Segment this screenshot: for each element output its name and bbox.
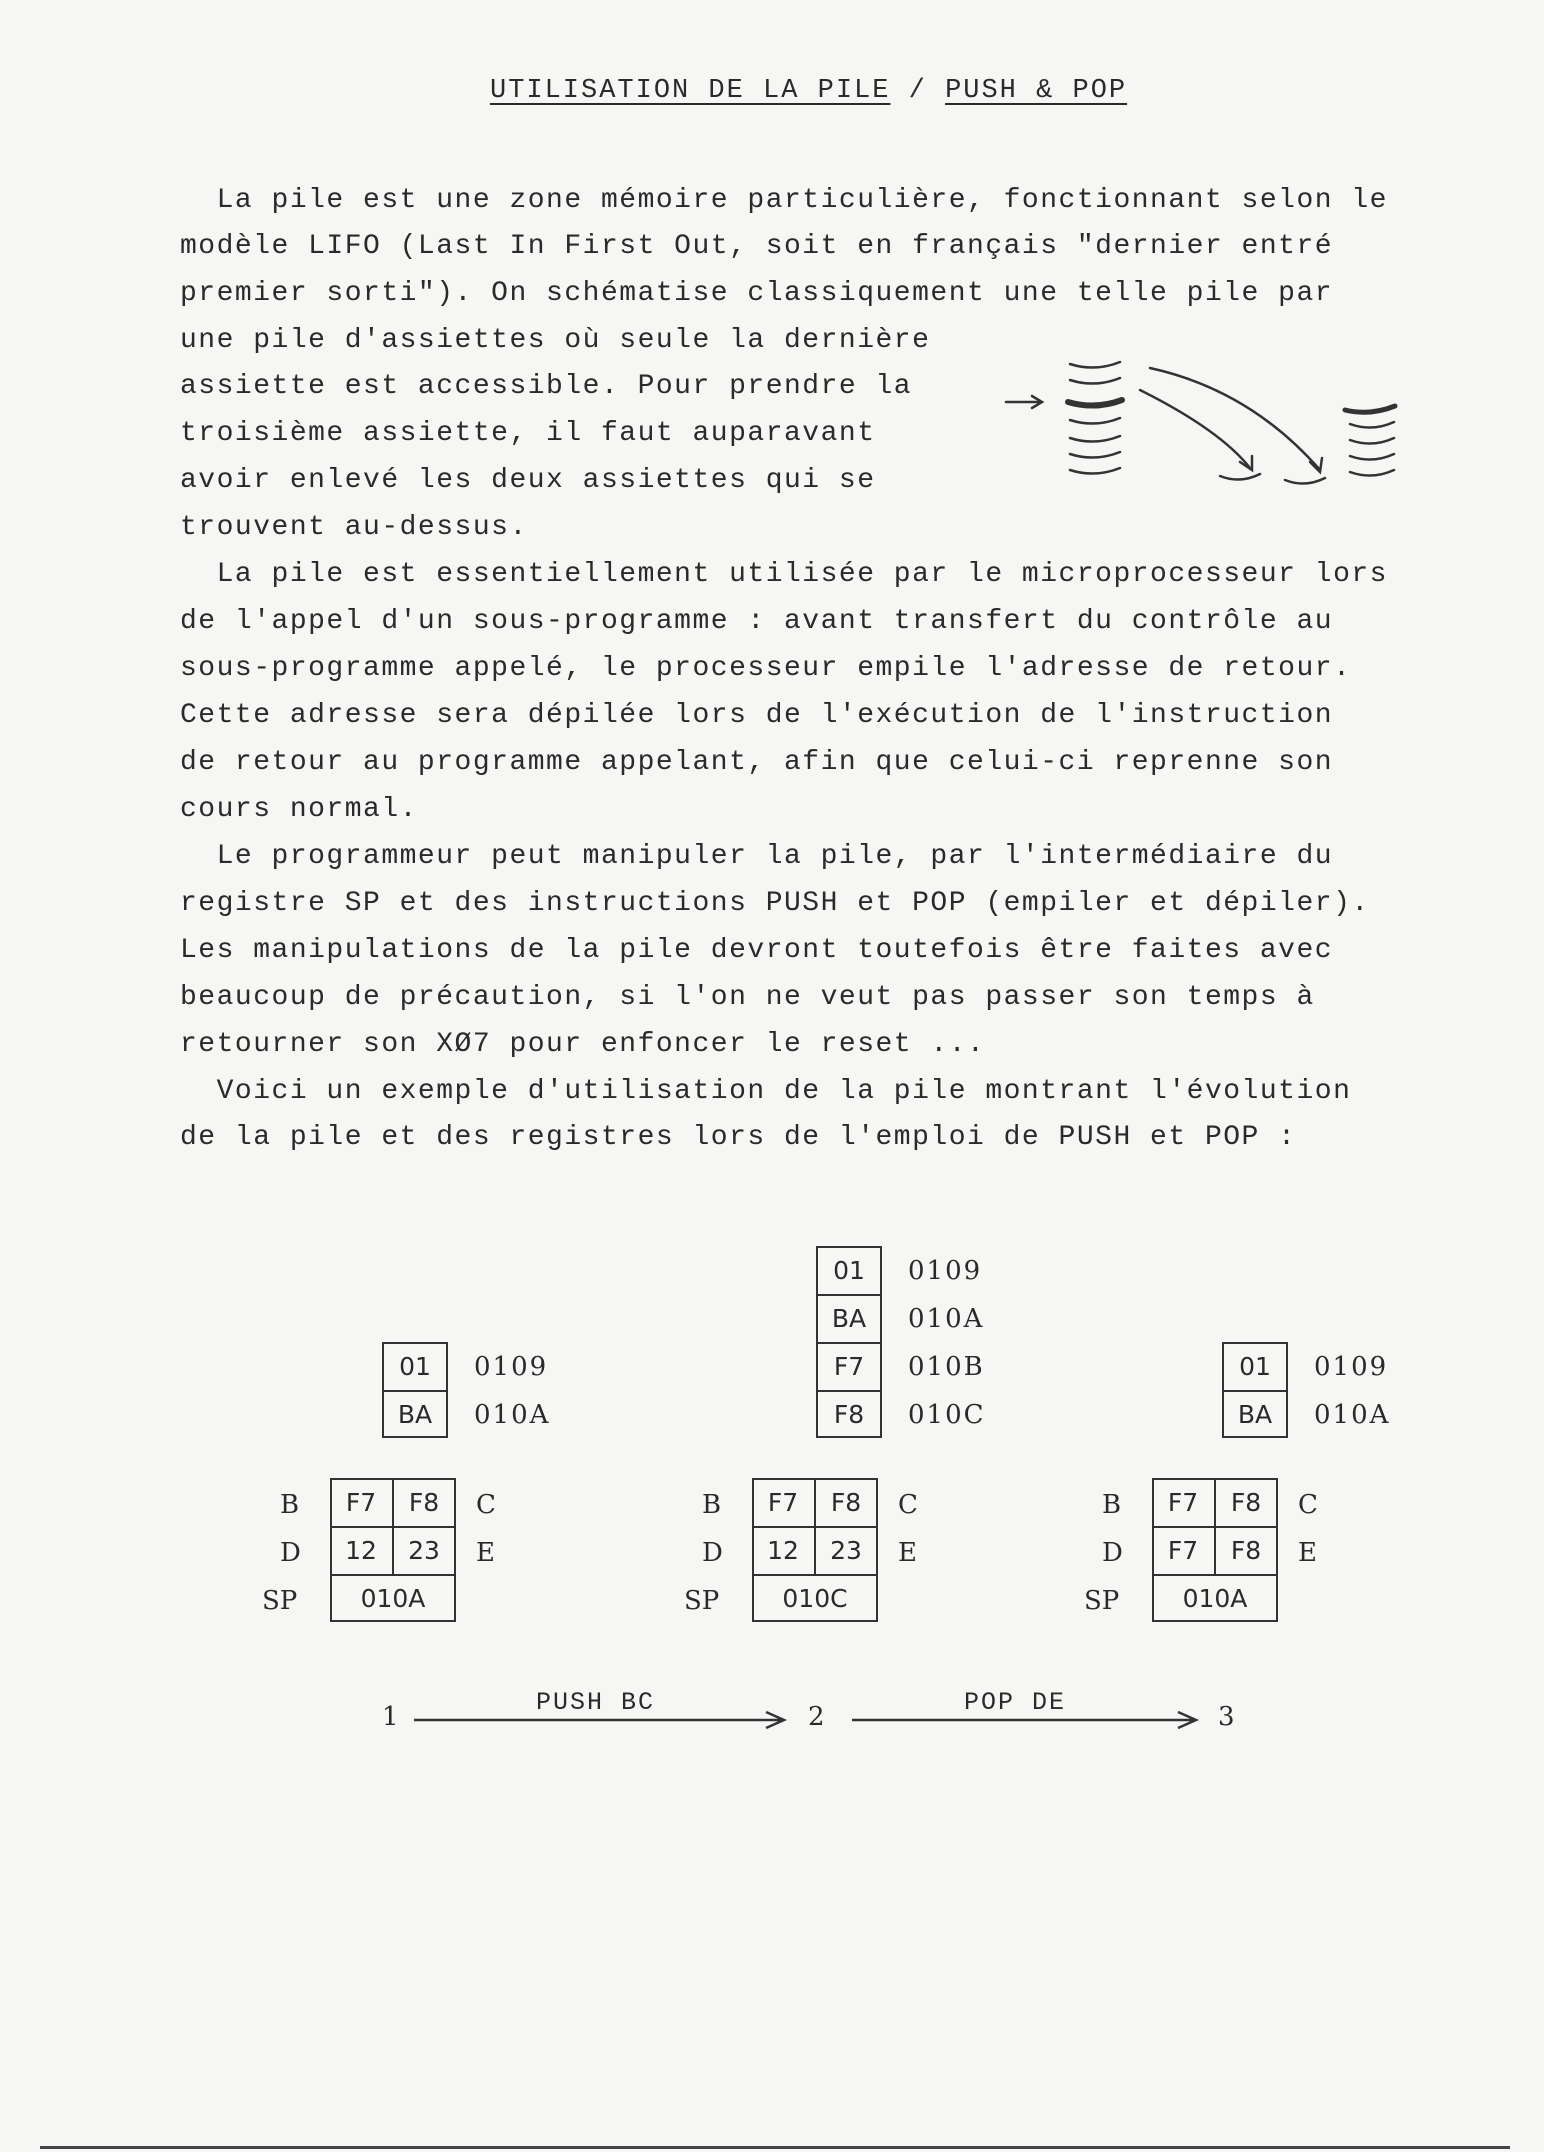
stack-cell-value: F8: [833, 1400, 865, 1429]
register-e: F8: [1230, 1536, 1262, 1565]
register-divider: [330, 1574, 456, 1576]
stack-cell-address: 010A: [908, 1304, 985, 1334]
register-b: F7: [767, 1488, 799, 1517]
text-line: sous-programme appelé, le processeur empile l'adresse de retour.: [180, 653, 1352, 684]
page-bottom-edge: [40, 2146, 1510, 2149]
text-line: premier sorti"). On schématise classiquement une telle pile par: [180, 278, 1334, 309]
title-part1: UTILISATION DE LA PILE: [490, 76, 891, 106]
text-line: de l'appel d'un sous-programme : avant transfert du contrôle au: [180, 606, 1334, 637]
text-line: trouvent au-dessus.: [180, 512, 528, 543]
stack-cell-address: 010C: [908, 1400, 986, 1430]
register-d: F7: [1167, 1536, 1199, 1565]
register-label-d: D: [702, 1538, 723, 1568]
register-label-d: D: [1102, 1538, 1123, 1568]
register-label-sp: SP: [1084, 1586, 1120, 1616]
stack-divider: [382, 1390, 448, 1392]
register-c: F8: [408, 1488, 440, 1517]
register-b: F7: [1167, 1488, 1199, 1517]
register-label-sp: SP: [262, 1586, 298, 1616]
text-line: Les manipulations de la pile devront toutefois être faites avec: [180, 935, 1334, 966]
stack-cell-address: 0109: [908, 1256, 983, 1286]
stack-divider: [1222, 1390, 1288, 1392]
stack-cell-value: BA: [1237, 1400, 1273, 1429]
stack-of-plates-icon: [990, 350, 1410, 500]
stack-divider: [816, 1342, 882, 1344]
register-c: F8: [1230, 1488, 1262, 1517]
text-line: registre SP et des instructions PUSH et POP (empiler et dépiler).: [180, 888, 1370, 919]
text-line: de la pile et des registres lors de l'emploi de PUSH et POP :: [180, 1122, 1297, 1153]
text-line: assiette est accessible. Pour prendre la: [180, 371, 913, 402]
register-divider: [752, 1574, 878, 1576]
register-d: 12: [767, 1536, 799, 1565]
text-line: Cette adresse sera dépilée lors de l'exécution de l'instruction: [180, 700, 1334, 731]
step-number: 1: [382, 1702, 399, 1732]
stack-cell-value: BA: [397, 1400, 433, 1429]
stack-divider: [816, 1294, 882, 1296]
register-label-e: E: [476, 1538, 495, 1568]
register-label-b: B: [1102, 1490, 1122, 1520]
step-number: 2: [808, 1702, 825, 1732]
register-label-c: C: [476, 1490, 496, 1520]
text-line: modèle LIFO (Last In First Out, soit en français "dernier entré: [180, 231, 1334, 262]
register-d: 12: [345, 1536, 377, 1565]
text-line: La pile est une zone mémoire particulière, fonctionnant selon le: [180, 185, 1388, 216]
text-line: une pile d'assiettes où seule la dernière: [180, 325, 931, 356]
title-separator: /: [890, 76, 946, 106]
stack-cell-value: 01: [399, 1352, 431, 1381]
step-number: 3: [1218, 1702, 1235, 1732]
stack-cell-value: F7: [833, 1352, 865, 1381]
text-line: cours normal.: [180, 794, 418, 825]
register-label-d: D: [280, 1538, 301, 1568]
register-label-e: E: [898, 1538, 917, 1568]
stack-cell-address: 0109: [1314, 1352, 1389, 1382]
title-part2: PUSH & POP: [945, 76, 1128, 106]
register-e: 23: [830, 1536, 862, 1565]
text-line: retourner son XØ7 pour enfoncer le reset ...: [180, 1029, 986, 1060]
text-line: La pile est essentiellement utilisée par le microprocesseur lors: [180, 559, 1388, 590]
stack-cell-address: 010B: [908, 1352, 985, 1382]
register-e: 23: [408, 1536, 440, 1565]
transition-arrow: [414, 1712, 784, 1728]
text-line: beaucoup de précaution, si l'on ne veut pas passer son temps à: [180, 982, 1315, 1013]
text-line: de retour au programme appelant, afin que celui-ci reprenne son: [180, 747, 1334, 778]
stack-cell-address: 0109: [474, 1352, 549, 1382]
register-label-b: B: [280, 1490, 300, 1520]
page-title: [490, 76, 1127, 106]
transition-label: PUSH BC: [536, 1688, 656, 1717]
stack-cell-address: 010A: [474, 1400, 551, 1430]
register-sp: 010A: [360, 1584, 426, 1613]
register-sp: 010A: [1182, 1584, 1248, 1613]
right-arrow-icon: [0, 1690, 1544, 1750]
register-label-e: E: [1298, 1538, 1317, 1568]
stack-cell-value: 01: [1239, 1352, 1271, 1381]
register-label-b: B: [702, 1490, 722, 1520]
register-label-sp: SP: [684, 1586, 720, 1616]
register-label-c: C: [1298, 1490, 1318, 1520]
stack-cell-value: BA: [831, 1304, 867, 1333]
text-line: troisième assiette, il faut auparavant: [180, 418, 876, 449]
transition-arrow: [852, 1712, 1196, 1728]
register-c: F8: [830, 1488, 862, 1517]
stack-cell-value: 01: [833, 1256, 865, 1285]
stack-divider: [816, 1390, 882, 1392]
stack-cell-address: 010A: [1314, 1400, 1391, 1430]
register-label-c: C: [898, 1490, 918, 1520]
transition-label: POP DE: [964, 1688, 1067, 1717]
register-sp: 010C: [782, 1584, 848, 1613]
register-divider: [1152, 1574, 1278, 1576]
text-line: Le programmeur peut manipuler la pile, par l'intermédiaire du: [180, 841, 1334, 872]
text-line: avoir enlevé les deux assiettes qui se: [180, 465, 876, 496]
register-b: F7: [345, 1488, 377, 1517]
text-line: Voici un exemple d'utilisation de la pile montrant l'évolution: [180, 1076, 1352, 1107]
